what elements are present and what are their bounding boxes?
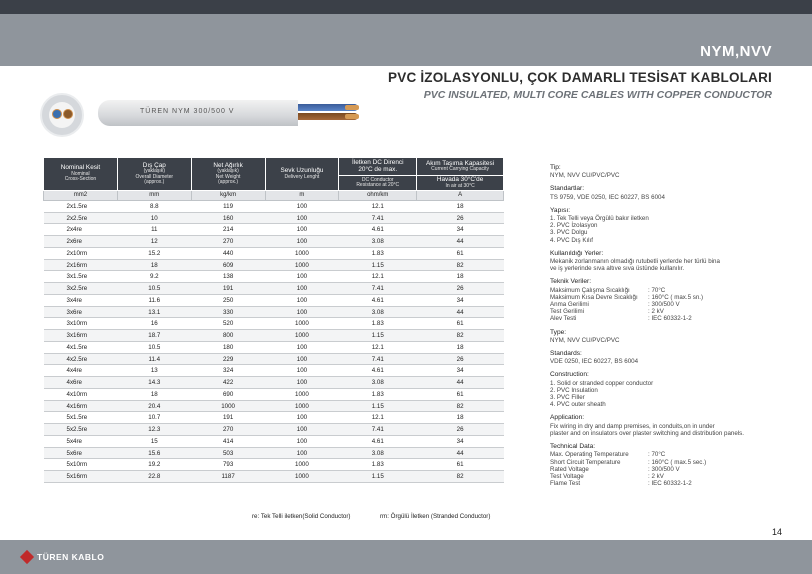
table-row [44, 224, 504, 236]
table-cell: 3x10rm [44, 318, 118, 330]
table-cell: 690 [191, 388, 265, 400]
tech-row: Anma Gerilimi : 300/500 V [550, 301, 680, 309]
table-cell: 3.08 [339, 306, 417, 318]
table-cell: 10 [117, 212, 191, 224]
unit-cell: m [265, 190, 339, 200]
table-cell: 15 [117, 435, 191, 447]
unit-cell: mm [117, 190, 191, 200]
table-cell: 4x6re [44, 377, 118, 389]
table-cell: 11.4 [117, 353, 191, 365]
info-panel [550, 164, 790, 493]
col-subheader-resistance: DC Conductor Resistance at 20°C [339, 176, 417, 191]
table-row [44, 259, 504, 271]
table-cell: 10.7 [117, 412, 191, 424]
table-row [44, 341, 504, 353]
info-heading: Teknik Veriler: [550, 278, 592, 286]
table-cell: 4x16rm [44, 400, 118, 412]
standards-block-tr [550, 185, 790, 200]
table-cell: 4.61 [339, 435, 417, 447]
tech-row: Short Circuit Temperature : 160°C ( max.5 sec.) [550, 458, 707, 466]
col-subheader-capacity: Havada 30°C'de In air at 30°C [417, 176, 504, 191]
table-cell: 18 [417, 341, 504, 353]
info-list-item: 4. PVC outer sheath [550, 401, 606, 409]
table-cell: 250 [191, 294, 265, 306]
info-list-item: 2. PVC Insulation [550, 386, 598, 394]
table-cell: 100 [265, 294, 339, 306]
table-cell: 1.15 [339, 330, 417, 342]
table-cell: 229 [191, 353, 265, 365]
info-text: TS 9759, VDE 0250, IEC 60227, BS 6004 [550, 193, 665, 201]
table-cell: 44 [417, 377, 504, 389]
tech-row: Alev Testi : IEC 60332-1-2 [550, 315, 692, 323]
table-cell: 100 [265, 435, 339, 447]
table-cell: 34 [417, 294, 504, 306]
table-row [44, 412, 504, 424]
table-row [44, 365, 504, 377]
table-cell: 61 [417, 318, 504, 330]
table-row [44, 271, 504, 283]
table-cell: 12.3 [117, 424, 191, 436]
table-cell: 34 [417, 224, 504, 236]
type-block-tr [550, 164, 790, 179]
wire-tip-brown [345, 114, 359, 119]
table-row [44, 294, 504, 306]
table-cell: 100 [265, 365, 339, 377]
table-row [44, 388, 504, 400]
info-heading: Construction: [550, 371, 589, 379]
tech-row: Maksimum Kısa Devre Sıcaklığı : 160°C ( max.5 sn.) [550, 293, 704, 301]
table-cell: 1000 [191, 400, 265, 412]
brand-name: TÜREN KABLO [37, 552, 105, 562]
table-cell: 1000 [265, 259, 339, 271]
table-cell: 11 [117, 224, 191, 236]
tech-row: Test Voltage : 2 kV [550, 472, 664, 480]
tech-row: Max. Operating Temperature : 70°C [550, 451, 666, 459]
table-cell: 5x10rm [44, 459, 118, 471]
table-cell: 34 [417, 435, 504, 447]
table-cell: 3x1.5re [44, 271, 118, 283]
table-cell: 520 [191, 318, 265, 330]
table-cell: 1.15 [339, 400, 417, 412]
table-cell: 1.83 [339, 388, 417, 400]
usage-block-tr [550, 250, 790, 273]
table-cell: 100 [265, 341, 339, 353]
table-cell: 2x16rm [44, 259, 118, 271]
table-cell: 44 [417, 236, 504, 248]
col-header-section: Nominal Kesit Nominal Cross-Section [44, 158, 118, 191]
tech-row: Rated Voltage : 300/500 V [550, 465, 680, 473]
tech-row: Flame Test : IEC 60332-1-2 [550, 480, 692, 488]
tech-block-tr [550, 278, 790, 322]
cable-print-text: TÜREN NYM 300/500 V [140, 108, 235, 115]
standards-block-en [550, 350, 790, 365]
table-cell: 12.1 [339, 412, 417, 424]
table-cell: 100 [265, 283, 339, 295]
table-cell: 7.41 [339, 212, 417, 224]
info-heading: Type: [550, 328, 567, 336]
unit-cell: kg/km [191, 190, 265, 200]
table-cell: 138 [191, 271, 265, 283]
unit-cell: ohm/km [339, 190, 417, 200]
table-cell: 82 [417, 400, 504, 412]
table-cell: 1000 [265, 388, 339, 400]
table-cell: 1000 [265, 459, 339, 471]
table-cell: 61 [417, 247, 504, 259]
table-cell: 3x2.5re [44, 283, 118, 295]
table-cell: 4.61 [339, 294, 417, 306]
table-cell: 100 [265, 212, 339, 224]
table-cell: 503 [191, 447, 265, 459]
table-cell: 270 [191, 236, 265, 248]
page-number: 14 [771, 527, 782, 537]
info-list-item: 1. Tek Telli veya Örgülü bakır iletken [550, 215, 649, 223]
application-block-en [550, 414, 790, 437]
table-row [44, 424, 504, 436]
table-cell: 100 [265, 424, 339, 436]
table-row [44, 247, 504, 259]
table-cell: 7.41 [339, 424, 417, 436]
tech-row: Test Gerilimi : 2 kV [550, 308, 664, 316]
info-text: ve iş yerlerinde sıva altıve sıva üstünde kullanılır. [550, 265, 685, 273]
table-cell: 12 [117, 236, 191, 248]
table-cell: 18 [117, 259, 191, 271]
page-title-tr: PVC İZOLASYONLU, ÇOK DAMARLI TESİSAT KABLOLARI [388, 70, 772, 85]
table-cell: 7.41 [339, 283, 417, 295]
table-cell: 100 [265, 224, 339, 236]
table-cell: 26 [417, 212, 504, 224]
table-cell: 119 [191, 200, 265, 212]
table-cell: 5x2.5re [44, 424, 118, 436]
table-cell: 2x2.5re [44, 212, 118, 224]
table-cell: 3x4re [44, 294, 118, 306]
table-cell: 61 [417, 459, 504, 471]
table-cell: 4x2.5re [44, 353, 118, 365]
table-cell: 82 [417, 330, 504, 342]
info-heading: Technical Data: [550, 443, 596, 451]
table-cell: 2x6re [44, 236, 118, 248]
table-cell: 440 [191, 247, 265, 259]
table-row [44, 353, 504, 365]
wire-tip-blue [345, 105, 359, 110]
table-cell: 422 [191, 377, 265, 389]
table-cell: 26 [417, 353, 504, 365]
table-cell: 82 [417, 259, 504, 271]
table-cell: 26 [417, 424, 504, 436]
table-row [44, 283, 504, 295]
table-cell: 22.8 [117, 471, 191, 483]
construction-block-tr [550, 207, 790, 244]
table-cell: 18 [417, 271, 504, 283]
info-text: Fix wiring in dry and damp premises, in conduits,on in under [550, 422, 715, 430]
table-cell: 18 [117, 388, 191, 400]
legend-solid: re: Tek Telli iletken(Solid Conductor) [252, 513, 351, 520]
col-header-resistance: İletken DC Direnci 20°C de max. [339, 158, 417, 176]
table-cell: 61 [417, 388, 504, 400]
table-cell: 3x16rm [44, 330, 118, 342]
table-cell: 414 [191, 435, 265, 447]
table-cell: 2x10rm [44, 247, 118, 259]
table-row [44, 400, 504, 412]
table-cell: 4x4re [44, 365, 118, 377]
table-row [44, 318, 504, 330]
info-heading: Kullanıldığı Yerler: [550, 249, 604, 257]
table-cell: 10.5 [117, 341, 191, 353]
table-row [44, 330, 504, 342]
table-cell: 26 [417, 283, 504, 295]
info-text: NYM, NVV CU/PVC/PVC [550, 336, 620, 344]
brand-mark-icon [20, 550, 34, 564]
info-list-item: 3. PVC Dolgu [550, 229, 588, 237]
table-cell: 160 [191, 212, 265, 224]
info-heading: Yapısı: [550, 206, 571, 214]
table-row [44, 435, 504, 447]
table-cell: 5x1.5re [44, 412, 118, 424]
table-cell: 324 [191, 365, 265, 377]
table-cell: 1.15 [339, 471, 417, 483]
col-header-delivery: Sevk Uzunluğu Delivery Lenght [265, 158, 339, 191]
table-cell: 214 [191, 224, 265, 236]
table-cell: 16 [117, 318, 191, 330]
table-row [44, 212, 504, 224]
table-cell: 180 [191, 341, 265, 353]
table-cell: 15.2 [117, 247, 191, 259]
cable-core-brown [63, 109, 73, 119]
table-cell: 12.1 [339, 271, 417, 283]
table-cell: 19.2 [117, 459, 191, 471]
table-cell: 44 [417, 447, 504, 459]
table-cell: 20.4 [117, 400, 191, 412]
tech-block-en [550, 443, 790, 487]
table-cell: 270 [191, 424, 265, 436]
type-block-en [550, 329, 790, 344]
table-row [44, 377, 504, 389]
table-cell: 800 [191, 330, 265, 342]
table-cell: 1000 [265, 471, 339, 483]
cable-core-blue [52, 109, 62, 119]
info-list-item: 3. PVC Filler [550, 394, 585, 402]
series-title: NYM,NVV [700, 43, 772, 60]
table-cell: 34 [417, 365, 504, 377]
table-cell: 12.1 [339, 200, 417, 212]
table-cell: 82 [417, 471, 504, 483]
table-cell: 3.08 [339, 447, 417, 459]
table-cell: 11.6 [117, 294, 191, 306]
spec-table-body [44, 200, 504, 482]
table-cell: 14.3 [117, 377, 191, 389]
table-cell: 100 [265, 412, 339, 424]
table-cell: 330 [191, 306, 265, 318]
spec-table [43, 157, 504, 483]
info-text: VDE 0250, IEC 60227, BS 6004 [550, 358, 639, 366]
table-cell: 1000 [265, 400, 339, 412]
unit-cell: A [417, 190, 504, 200]
table-cell: 3.08 [339, 377, 417, 389]
table-cell: 13 [117, 365, 191, 377]
table-row [44, 447, 504, 459]
table-cell: 191 [191, 412, 265, 424]
table-cell: 1.83 [339, 459, 417, 471]
table-cell: 18 [417, 200, 504, 212]
table-cell: 2x1.5re [44, 200, 118, 212]
top-band [0, 0, 812, 14]
table-cell: 191 [191, 283, 265, 295]
table-cell: 4x1.5re [44, 341, 118, 353]
legend-stranded: rm: Örgülü İletken (Stranded Conductor) [380, 513, 491, 520]
construction-block-en [550, 371, 790, 408]
info-list-item: 2. PVC İzolasyon [550, 222, 598, 230]
table-cell: 9.2 [117, 271, 191, 283]
table-cell: 12.1 [339, 341, 417, 353]
info-list-item: 1. Solid or stranded copper conductor [550, 379, 654, 387]
brand-logo [22, 552, 104, 562]
footer-band [0, 540, 812, 574]
table-cell: 100 [265, 306, 339, 318]
table-cell: 18 [417, 412, 504, 424]
table-cell: 1.15 [339, 259, 417, 271]
info-list-item: 4. PVC Dış Kılıf [550, 236, 593, 244]
table-cell: 100 [265, 271, 339, 283]
table-cell: 793 [191, 459, 265, 471]
table-cell: 15.6 [117, 447, 191, 459]
info-text: Mekanik zorlanmanın olmadığı rutubetli yerlerde her türlü bina [550, 258, 720, 266]
table-cell: 4x10rm [44, 388, 118, 400]
table-cell: 609 [191, 259, 265, 271]
info-heading: Application: [550, 414, 585, 422]
table-row [44, 471, 504, 483]
table-cell: 100 [265, 447, 339, 459]
page-title-en: PVC INSULATED, MULTI CORE CABLES WITH COPPER CONDUCTOR [423, 89, 772, 101]
table-cell: 10.5 [117, 283, 191, 295]
table-cell: 1187 [191, 471, 265, 483]
tech-row: Maksimum Çalışma Sıcaklığı : 70°C [550, 286, 666, 294]
info-text: NYM, NVV CU/PVC/PVC [550, 172, 620, 180]
table-row [44, 459, 504, 471]
table-cell: 100 [265, 200, 339, 212]
cable-cross-section-image [40, 93, 84, 137]
unit-cell: mm2 [44, 190, 118, 200]
table-cell: 3.08 [339, 236, 417, 248]
table-cell: 100 [265, 353, 339, 365]
table-cell: 4.61 [339, 365, 417, 377]
info-heading: Standards: [550, 350, 582, 358]
table-row [44, 236, 504, 248]
table-cell: 5x16rm [44, 471, 118, 483]
table-row [44, 200, 504, 212]
info-heading: Standartlar: [550, 185, 585, 193]
col-header-weight: Net Ağırlık (yaklaşık) Net Weight (approx.) [191, 158, 265, 191]
table-cell: 1000 [265, 330, 339, 342]
table-cell: 100 [265, 377, 339, 389]
table-cell: 1000 [265, 247, 339, 259]
table-row [44, 306, 504, 318]
table-cell: 18.7 [117, 330, 191, 342]
table-cell: 7.41 [339, 353, 417, 365]
info-text: plaster and on insulators over plaster switching and distribution panels. [550, 429, 744, 437]
table-cell: 13.1 [117, 306, 191, 318]
table-cell: 1000 [265, 318, 339, 330]
header-band [0, 14, 812, 66]
table-cell: 5x4re [44, 435, 118, 447]
table-cell: 1.83 [339, 318, 417, 330]
table-cell: 4.61 [339, 224, 417, 236]
table-cell: 44 [417, 306, 504, 318]
table-cell: 1.83 [339, 247, 417, 259]
table-cell: 8.8 [117, 200, 191, 212]
col-header-capacity: Akım Taşıma Kapasitesi Current Carrying Capacity [417, 158, 504, 176]
table-cell: 2x4re [44, 224, 118, 236]
table-cell: 100 [265, 236, 339, 248]
table-cell: 3x6re [44, 306, 118, 318]
col-header-diameter: Dış Çap (yaklaşık) Overall Diameter (approx.) [117, 158, 191, 191]
info-heading: Tip: [550, 164, 561, 171]
table-cell: 5x6re [44, 447, 118, 459]
